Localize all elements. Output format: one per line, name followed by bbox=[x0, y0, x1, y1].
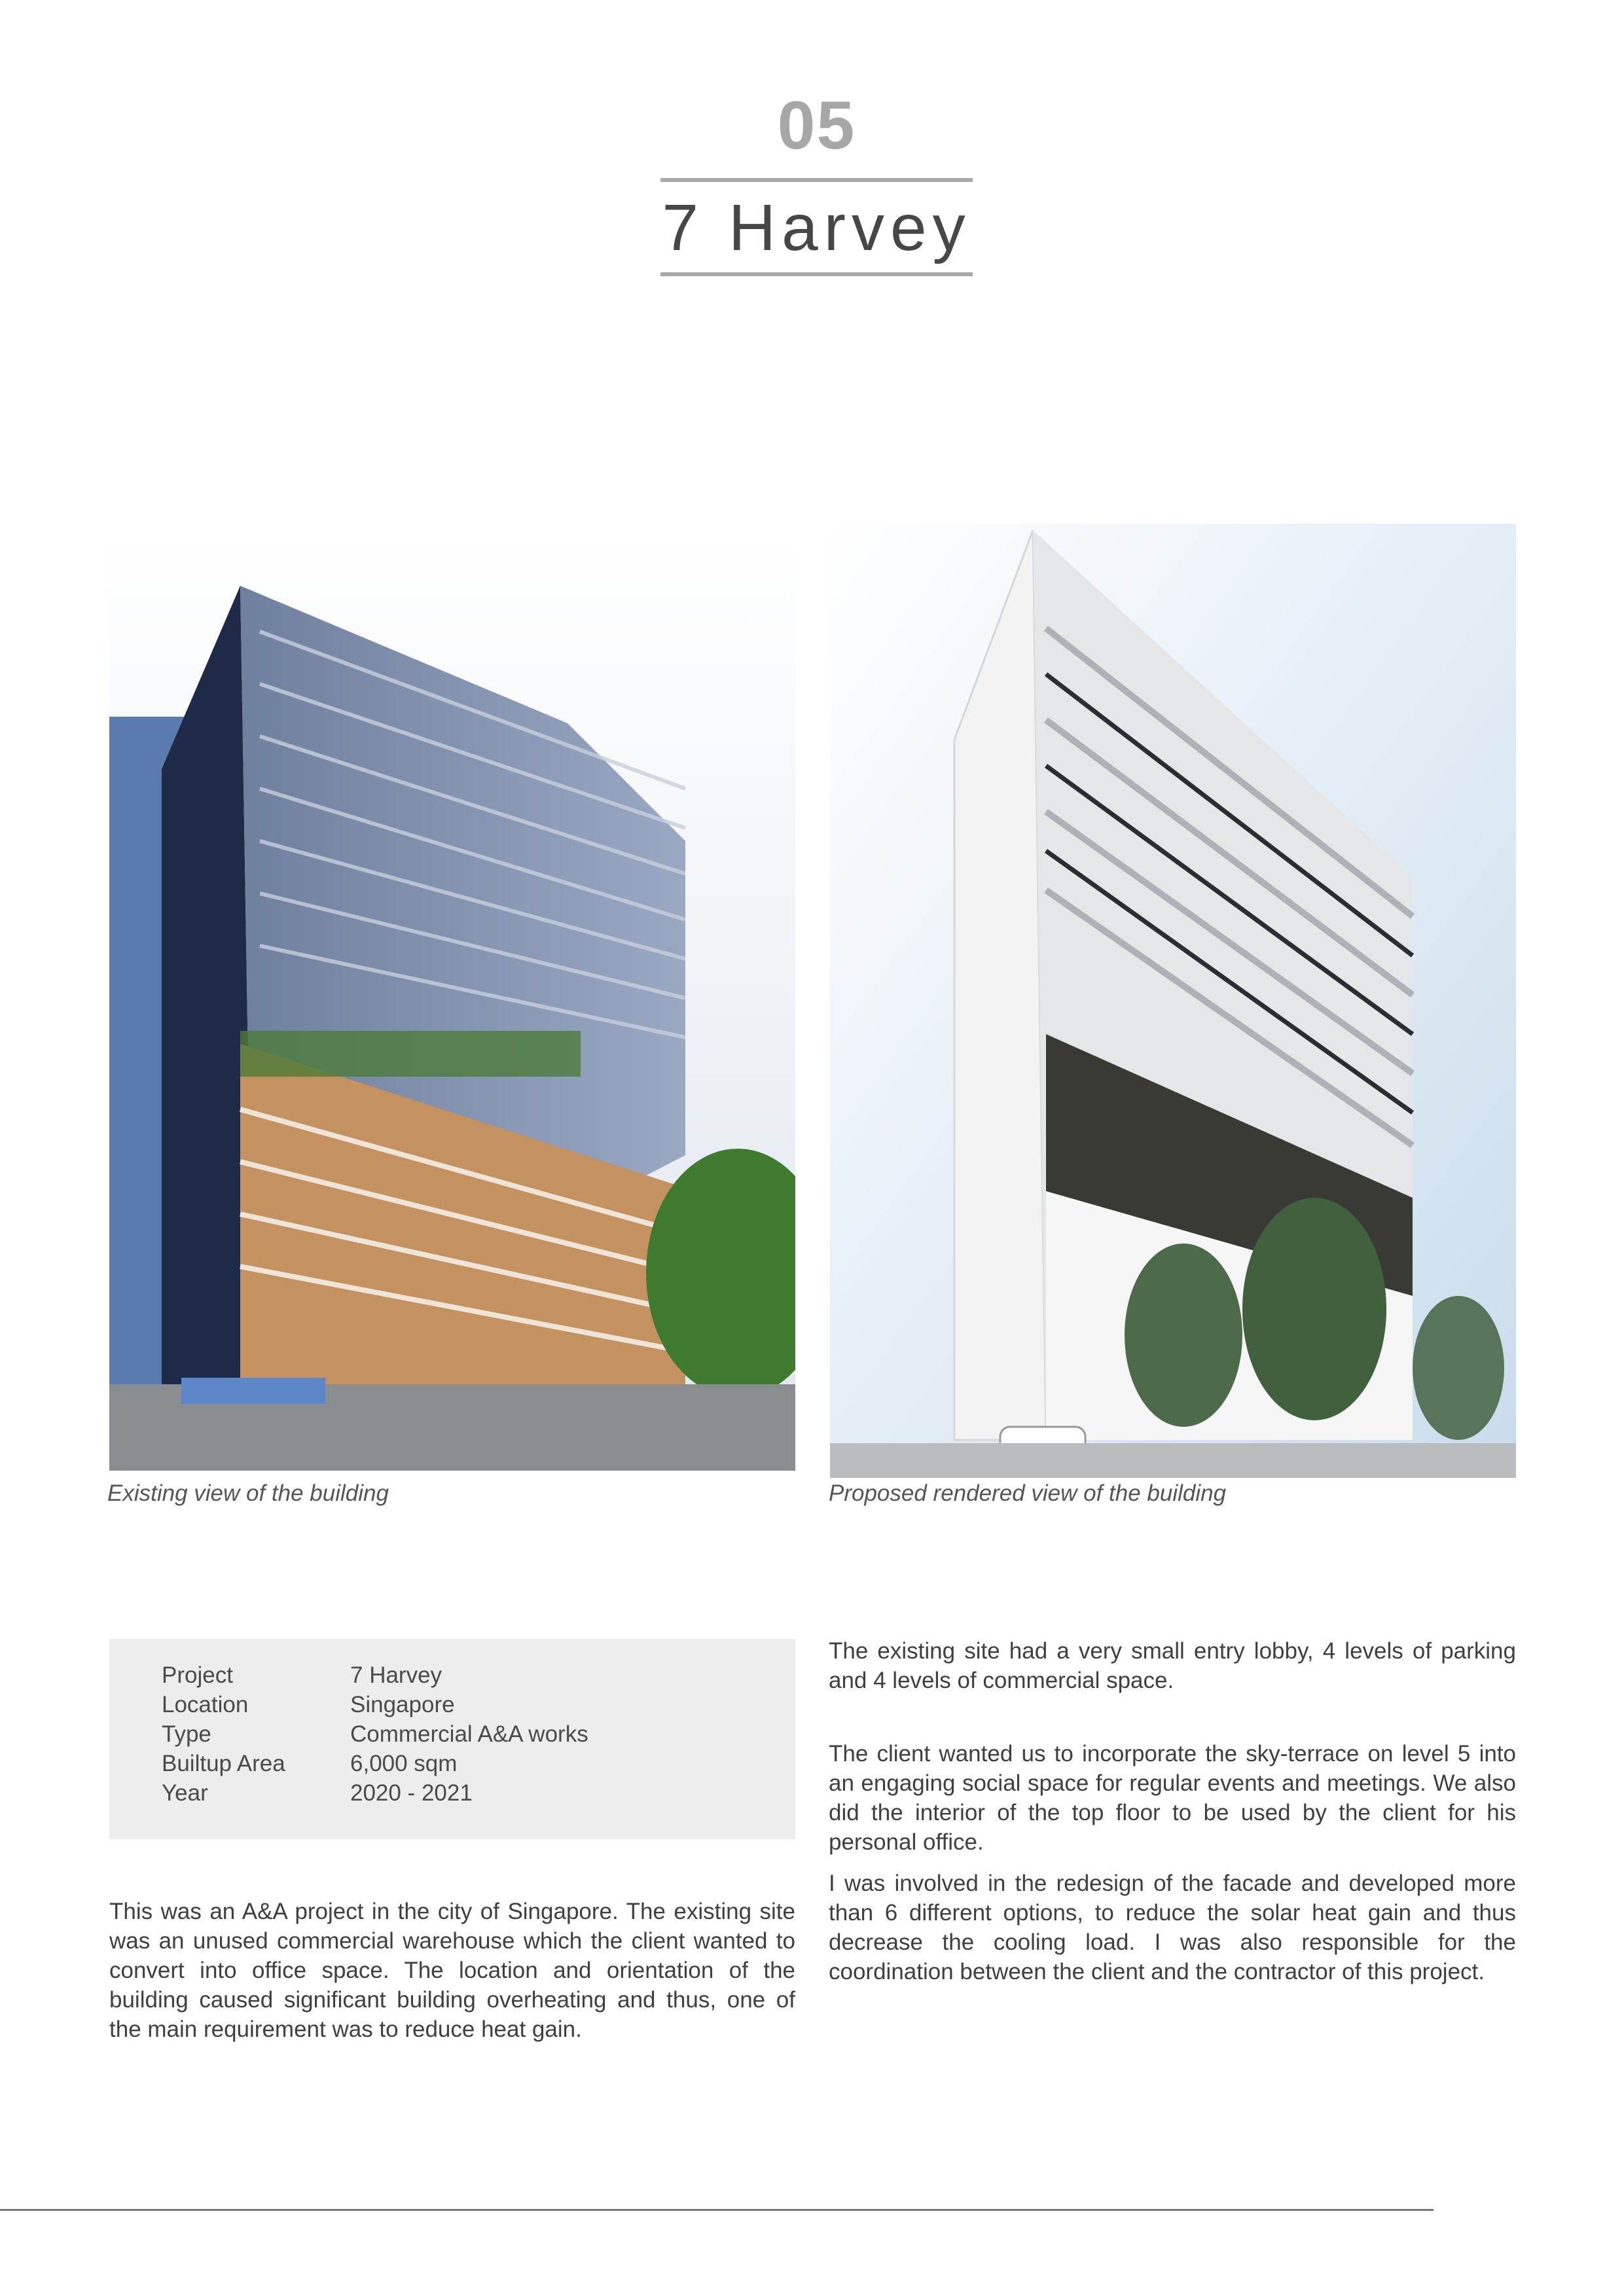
page-header bbox=[660, 88, 973, 276]
site-paragraph: The existing site had a very small entry lobby, 4 levels of parking and 4 levels of commercial space. bbox=[829, 1638, 1516, 1693]
info-label: Year bbox=[162, 1780, 208, 1806]
info-label: Builtup Area bbox=[162, 1751, 285, 1776]
info-value: 7 Harvey bbox=[350, 1662, 442, 1688]
info-value: 6,000 sqm bbox=[350, 1751, 458, 1776]
proposed-render-image bbox=[830, 524, 1516, 1478]
role-paragraph: I was involved in the redesign of the facade and developed more than 6 different options, to reduce the solar heat gain and thus decrease the cooling load. I was also responsible for the coordination between the client and the contractor of this project. bbox=[829, 1871, 1516, 1984]
title-rule-bottom bbox=[660, 272, 973, 276]
proposed-view-caption: Proposed rendered view of the building bbox=[829, 1480, 1227, 1506]
existing-view-caption: Existing view of the building bbox=[107, 1480, 389, 1506]
client-paragraph: The client wanted us to incorporate the sky-terrace on level 5 into an engaging social space for regular events and meetings. We also did the interior of the top floor to be used by the client for his personal office. bbox=[829, 1741, 1516, 1855]
project-info-box bbox=[109, 1639, 795, 1839]
project-number: 05 bbox=[777, 88, 856, 164]
info-value: Singapore bbox=[350, 1692, 455, 1717]
info-row-builtup-area bbox=[162, 1751, 457, 1777]
info-label: Project bbox=[162, 1662, 233, 1688]
info-row-type bbox=[162, 1721, 588, 1748]
info-label: Type bbox=[162, 1721, 211, 1747]
info-value: 2020 - 2021 bbox=[350, 1780, 473, 1806]
intro-paragraph: This was an A&A project in the city of Singapore. The existing site was an unused commercial warehouse which the client wanted to convert into office space. The location and orientation of the building caused significant building overheating and thus, one of the main requirement was to reduce heat gain. bbox=[109, 1899, 795, 2042]
info-label: Location bbox=[162, 1692, 249, 1717]
project-title: 7 Harvey bbox=[662, 191, 971, 264]
existing-building-photo bbox=[109, 533, 795, 1471]
footer-divider bbox=[0, 2209, 1434, 2211]
info-row-year bbox=[162, 1780, 473, 1806]
info-row-project bbox=[162, 1662, 442, 1689]
info-row-location bbox=[162, 1692, 455, 1718]
info-value: Commercial A&A works bbox=[350, 1721, 588, 1747]
